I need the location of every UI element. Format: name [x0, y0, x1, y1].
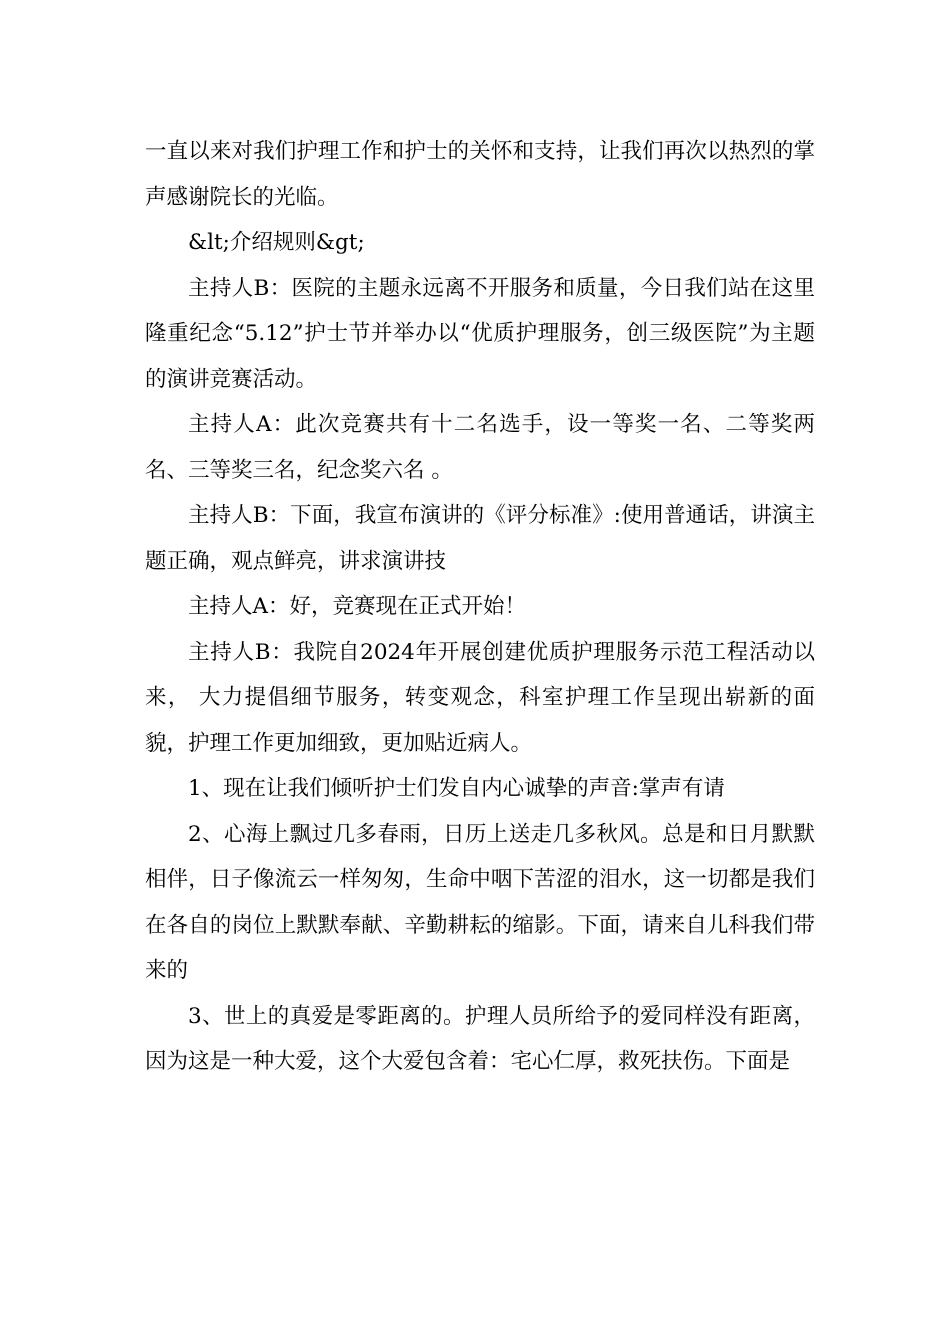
paragraph-9: 2、心海上飘过几多春雨，日历上送走几多秋风。总是和日月默默相伴，日子像流云一样匆匆，生命中咽下苦涩的泪水，这一切都是我们在各自的岗位上默默奉献、辛勤耕耘的缩影。下面，请来自儿科我们带来的: [145, 821, 815, 983]
paragraph-1: 一直以来对我们护理工作和护士的关怀和支持，让我们再次以热烈的掌声感谢院长的光临。: [145, 139, 815, 210]
paragraph-2: &lt;介绍规则&gt;: [188, 230, 365, 255]
paragraph-8: 1、现在让我们倾听护士们发自内心诚挚的声音:掌声有请: [188, 776, 725, 801]
paragraph-3: 主持人B：医院的主题永远离不开服务和质量，今日我们站在这里隆重纪念“5.12”护士节并举办以“优质护理服务，创三级医院”为主题的演讲竞赛活动。: [145, 275, 815, 392]
paragraph-6: 主持人A：好，竞赛现在正式开始！: [188, 594, 527, 619]
paragraph-4: 主持人A：此次竞赛共有十二名选手，设一等奖一名、二等奖两名、三等奖三名，纪念奖六名 。: [145, 412, 815, 483]
paragraph-10: 3、世上的真爱是零距离的。护理人员所给予的爱同样没有距离，因为这是一种大爱，这个大爱包含着：宅心仁厚，救死扶伤。下面是: [145, 1003, 815, 1074]
paragraph-5: 主持人B：下面，我宣布演讲的《评分标准》:使用普通话，讲演主题正确，观点鲜亮，讲求演讲技: [145, 503, 815, 574]
document-body: [145, 129, 815, 1085]
paragraph-7: 主持人B：我院自2024年开展创建优质护理服务示范工程活动以来， 大力提倡细节服务，转变观念，科室护理工作呈现出崭新的面貌，护理工作更加细致，更加贴近病人。: [145, 639, 815, 756]
